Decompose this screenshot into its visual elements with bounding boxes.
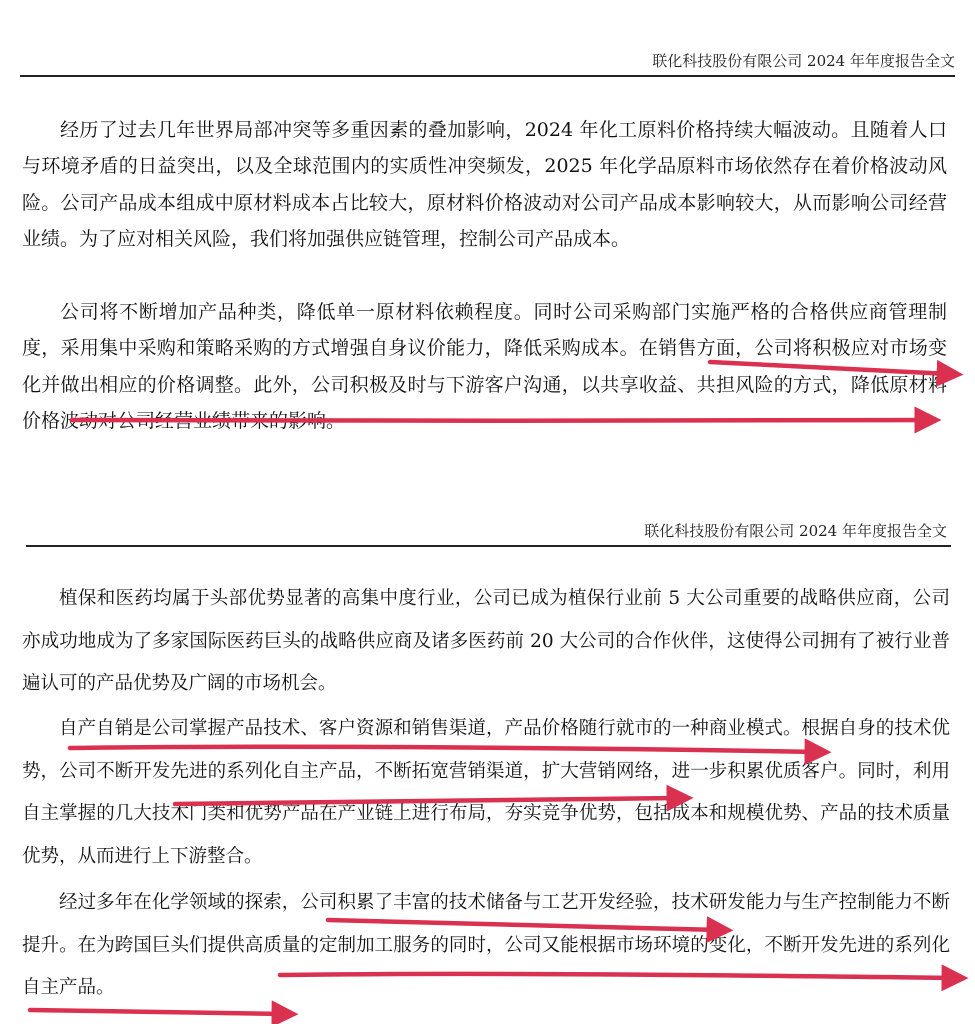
page-2-paragraph-2: 自产自销是公司掌握产品技术、客户资源和销售渠道，产品价格随行就市的一种商业模式。根据自身的技术优势，公司不断开发先进的系列化自主产品，不断拓宽营销渠道，扩大营销网络，进一步积累优质客户。同时，利用自主掌握的几大技术门类和优势产品在产业链上进行布局，夯实竞争优势，包括成本和规模优势、产品的技术质量优势，从而进行上下游整合。 [22,718,950,867]
page-2-header: 联化科技股份有限公司 2024 年年度报告全文 [644,522,947,540]
page-2-header-rule [26,545,951,547]
page-1-paragraph-1: 经历了过去几年世界局部冲突等多重因素的叠加影响，2024 年化工原料价格持续大幅波动。且随着人口与环境矛盾的日益突出，以及全球范围内的实质性冲突频发，2025 年化学品原料市场依然存在着价格波动风险。公司产品成本组成中原材料成本占比较大，原材料价格波动对公司产品成本影响较大，从而影响公司经营业绩。为了应对相关风险，我们将加强供应链管理，控制公司产品成本。 [22,119,947,251]
page-2-paragraph-3: 经过多年在化学领域的探索，公司积累了丰富的技术储备与工艺开发经验，技术研发能力与生产控制能力不断提升。在为跨国巨头们提供高质量的定制加工服务的同时，公司又能根据市场环境的变化，不断开发先进的系列化自主产品。 [22,892,950,998]
red-arrow-7 [30,1010,285,1014]
page-1-header: 联化科技股份有限公司 2024 年年度报告全文 [652,52,955,70]
page-1-paragraph-2: 公司将不断增加产品种类，降低单一原材料依赖程度。同时公司采购部门实施严格的合格供应商管理制度，采用集中采购和策略采购的方式增强自身议价能力，降低采购成本。在销售方面，公司将积极应对市场变化并做出相应的价格调整。此外，公司积极及时与下游客户沟通，以共享收益、共担风险的方式，降低原材料价格波动对公司经营业绩带来的影响。 [22,301,947,433]
page-2-paragraph-1: 植保和医药均属于头部优势显著的高集中度行业，公司已成为植保行业前 5 大公司重要的战略供应商，公司亦成功地成为了多家国际医药巨头的战略供应商及诸多医药前 20 大公司的合作伙伴，这使得公司拥有了被行业普遍认可的产品优势及广阔的市场机会。 [22,588,950,694]
page-1-header-rule [20,75,955,77]
